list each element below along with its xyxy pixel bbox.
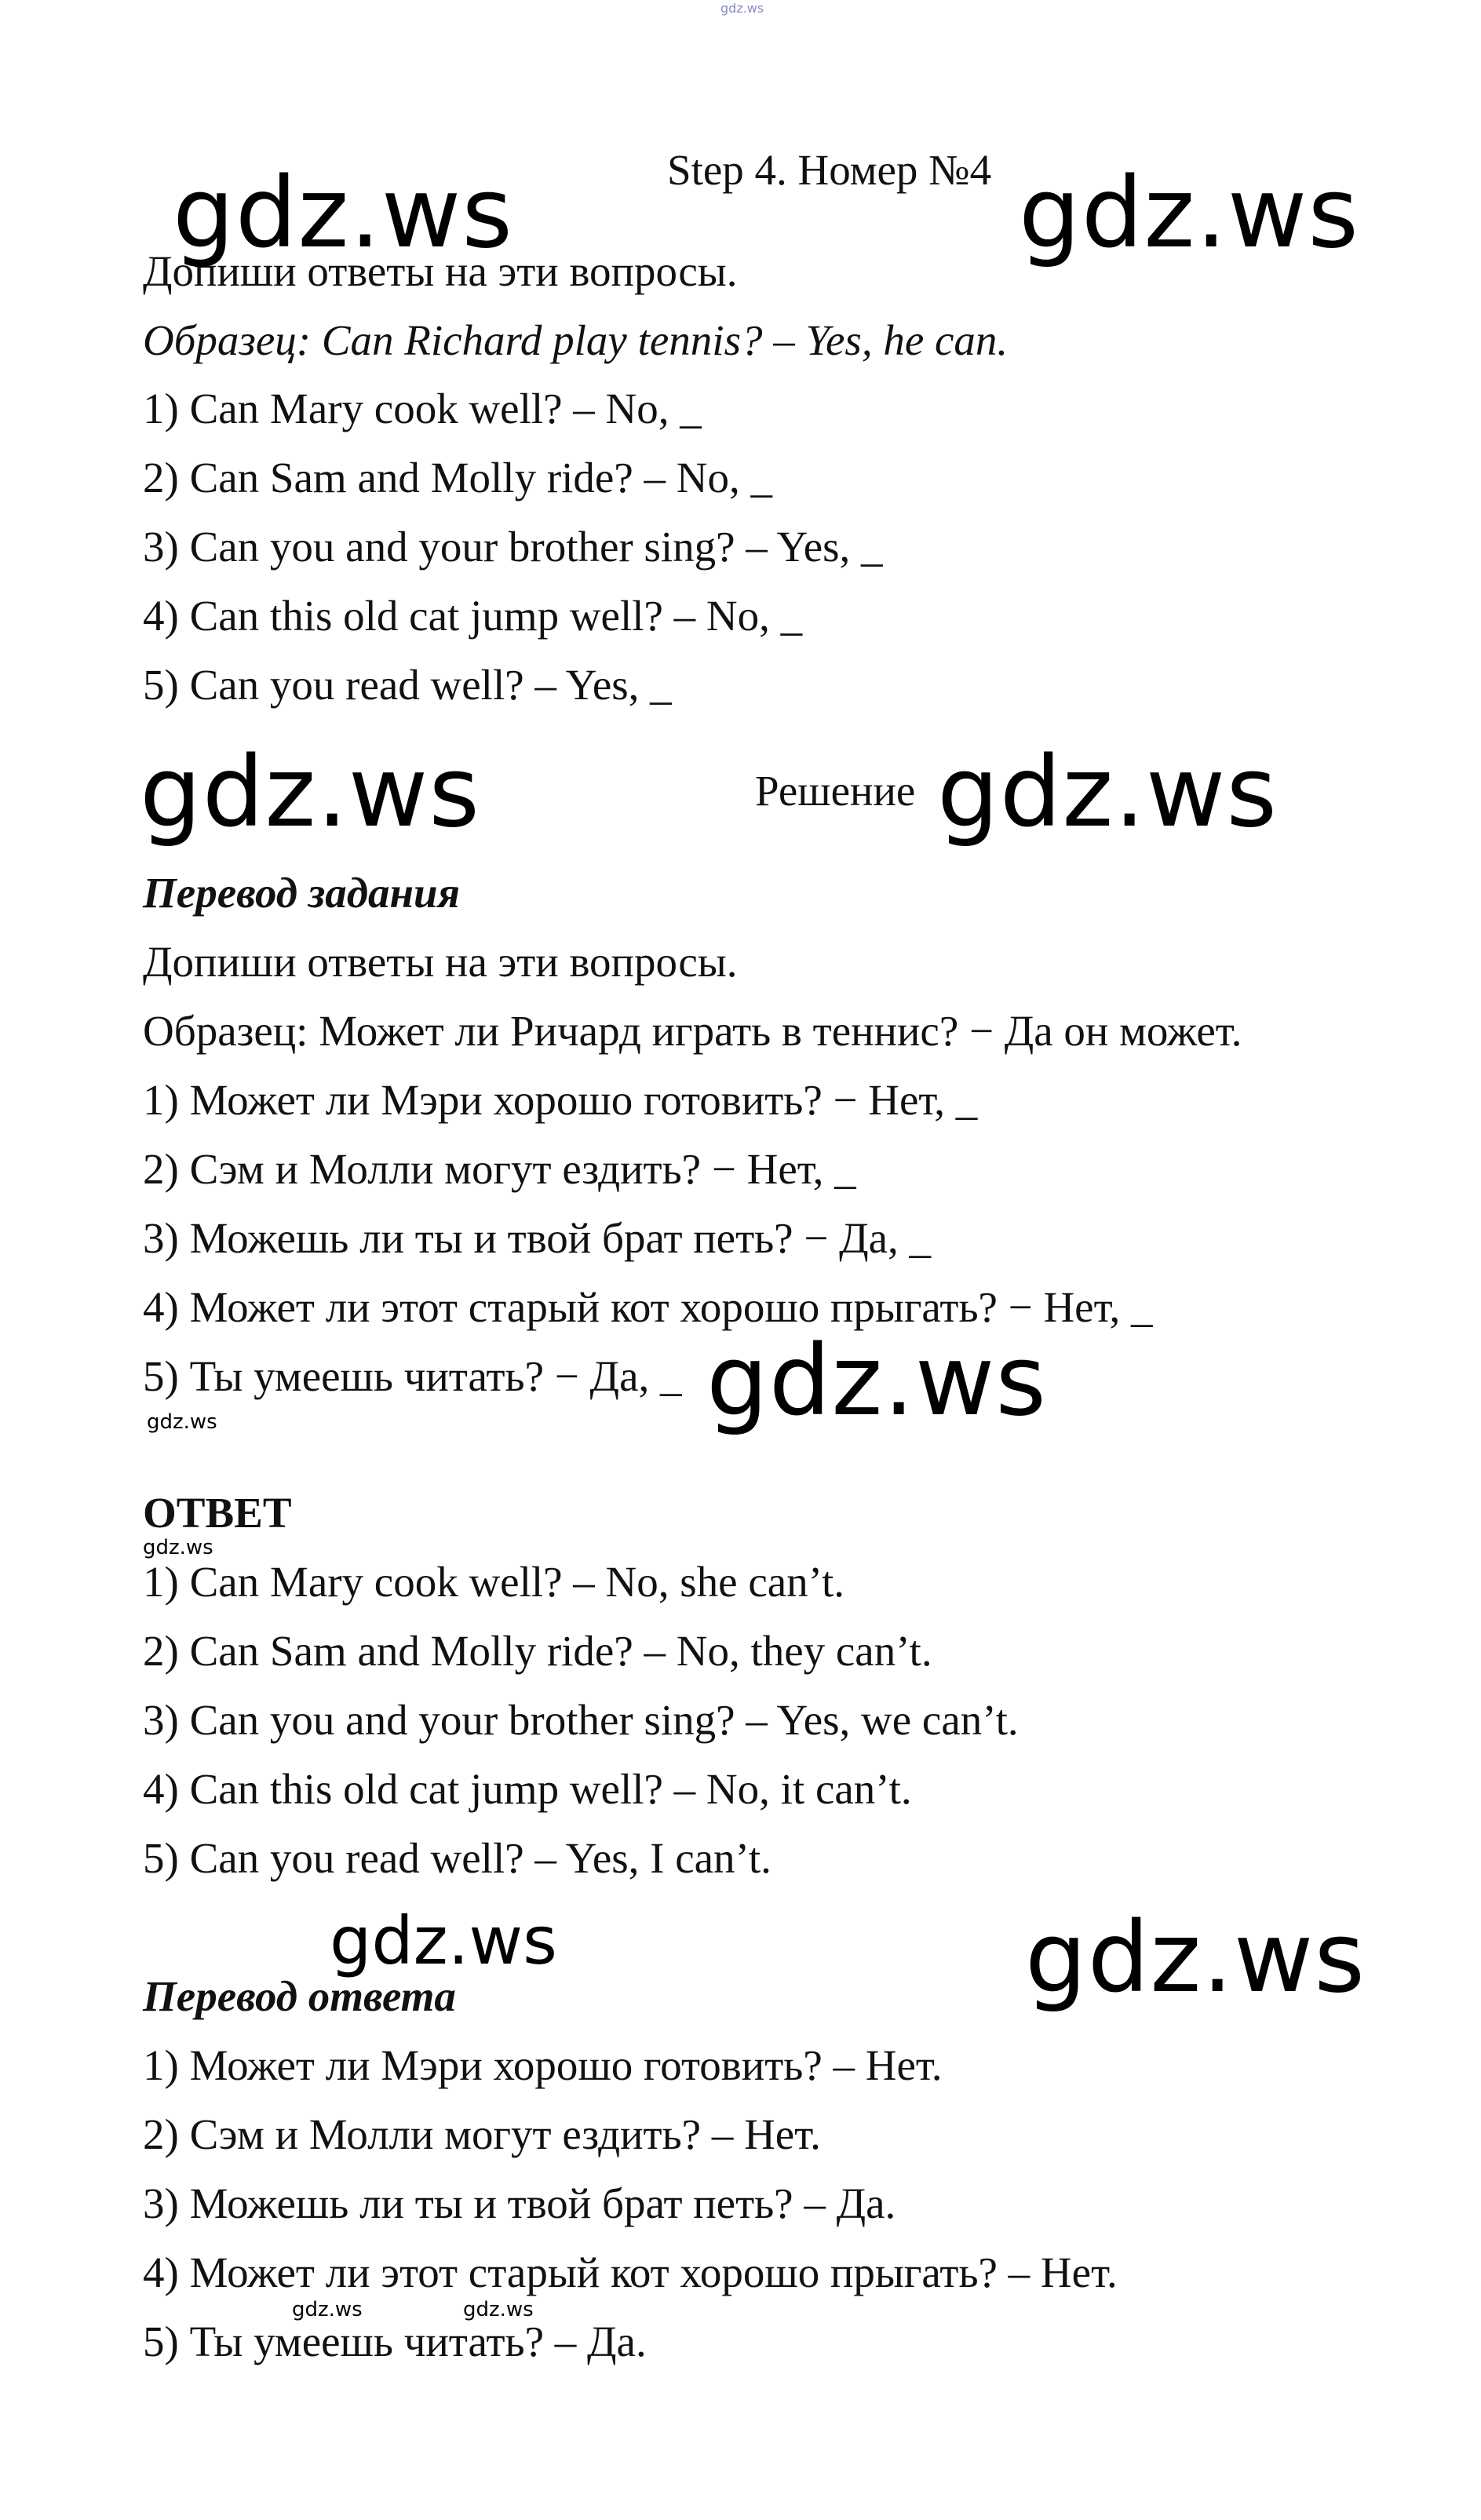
task-example: Образец: Can Richard play tennis? – Yes, he can. bbox=[143, 316, 1009, 364]
task-translation-heading: Перевод задания bbox=[143, 869, 460, 917]
task-translation-example: Образец: Может ли Ричард играть в теннис? − Да он может. bbox=[143, 1007, 1242, 1055]
task-translation-item: 1) Может ли Мэри хорошо готовить? − Нет, _ bbox=[143, 1076, 978, 1124]
watermark: gdz.ws bbox=[937, 736, 1278, 849]
answer-translation-heading: Перевод ответа bbox=[143, 1972, 456, 2020]
answer-item: 4) Can this old cat jump well? – No, it can’t. bbox=[143, 1765, 912, 1813]
watermark: gdz.ws bbox=[173, 157, 513, 270]
watermark-small: gdz.ws bbox=[463, 2298, 534, 2321]
task-translation-item: 3) Можешь ли ты и твой брат петь? − Да, _ bbox=[143, 1214, 932, 1262]
watermark: gdz.ws bbox=[1025, 1902, 1366, 2015]
solution-label: Решение bbox=[755, 767, 916, 815]
answer-translation-item: 2) Сэм и Молли могут ездить? – Нет. bbox=[143, 2110, 821, 2158]
task-item: 1) Can Mary cook well? – No, _ bbox=[143, 385, 702, 432]
watermark: gdz.ws bbox=[330, 1902, 557, 1979]
task-item: 3) Can you and your brother sing? – Yes, _ bbox=[143, 523, 883, 571]
task-item: 5) Can you read well? – Yes, _ bbox=[143, 661, 672, 709]
task-item: 4) Can this old cat jump well? – No, _ bbox=[143, 592, 803, 640]
answer-heading: ОТВЕТ bbox=[143, 1489, 292, 1537]
watermark: gdz.ws bbox=[140, 736, 480, 849]
answer-translation-item: 3) Можешь ли ты и твой брат петь? – Да. bbox=[143, 2179, 896, 2227]
task-item: 2) Can Sam and Molly ride? – No, _ bbox=[143, 454, 772, 501]
task-instruction: Допиши ответы на эти вопросы. bbox=[143, 247, 738, 295]
watermark-small: gdz.ws bbox=[292, 2298, 363, 2321]
watermark: gdz.ws bbox=[706, 1325, 1047, 1438]
watermark: gdz.ws bbox=[1019, 157, 1359, 270]
answer-item: 5) Can you read well? – Yes, I can’t. bbox=[143, 1834, 772, 1882]
page-title: Step 4. Номер №4 bbox=[667, 146, 992, 194]
answer-translation-item: 5) Ты умеешь читать? – Да. bbox=[143, 2318, 647, 2365]
task-translation-item: 5) Ты умеешь читать? − Да, _ bbox=[143, 1352, 682, 1400]
watermark-top: gdz.ws bbox=[720, 1, 764, 16]
answer-translation-item: 4) Может ли этот старый кот хорошо прыгать? – Нет. bbox=[143, 2248, 1118, 2296]
task-translation-item: 4) Может ли этот старый кот хорошо прыгать? − Нет, _ bbox=[143, 1283, 1153, 1331]
answer-translation-item: 1) Может ли Мэри хорошо готовить? – Нет. bbox=[143, 2041, 943, 2089]
answer-item: 3) Can you and your brother sing? – Yes, we can’t. bbox=[143, 1696, 1019, 1744]
watermark-small: gdz.ws bbox=[143, 1536, 213, 1559]
watermark-small: gdz.ws bbox=[147, 1410, 217, 1434]
task-translation-item: 2) Сэм и Молли могут ездить? − Нет, _ bbox=[143, 1145, 856, 1193]
answer-item: 1) Can Mary cook well? – No, she can’t. bbox=[143, 1558, 845, 1606]
task-translation-instruction: Допиши ответы на эти вопросы. bbox=[143, 938, 738, 986]
answer-item: 2) Can Sam and Molly ride? – No, they can’t. bbox=[143, 1627, 932, 1675]
